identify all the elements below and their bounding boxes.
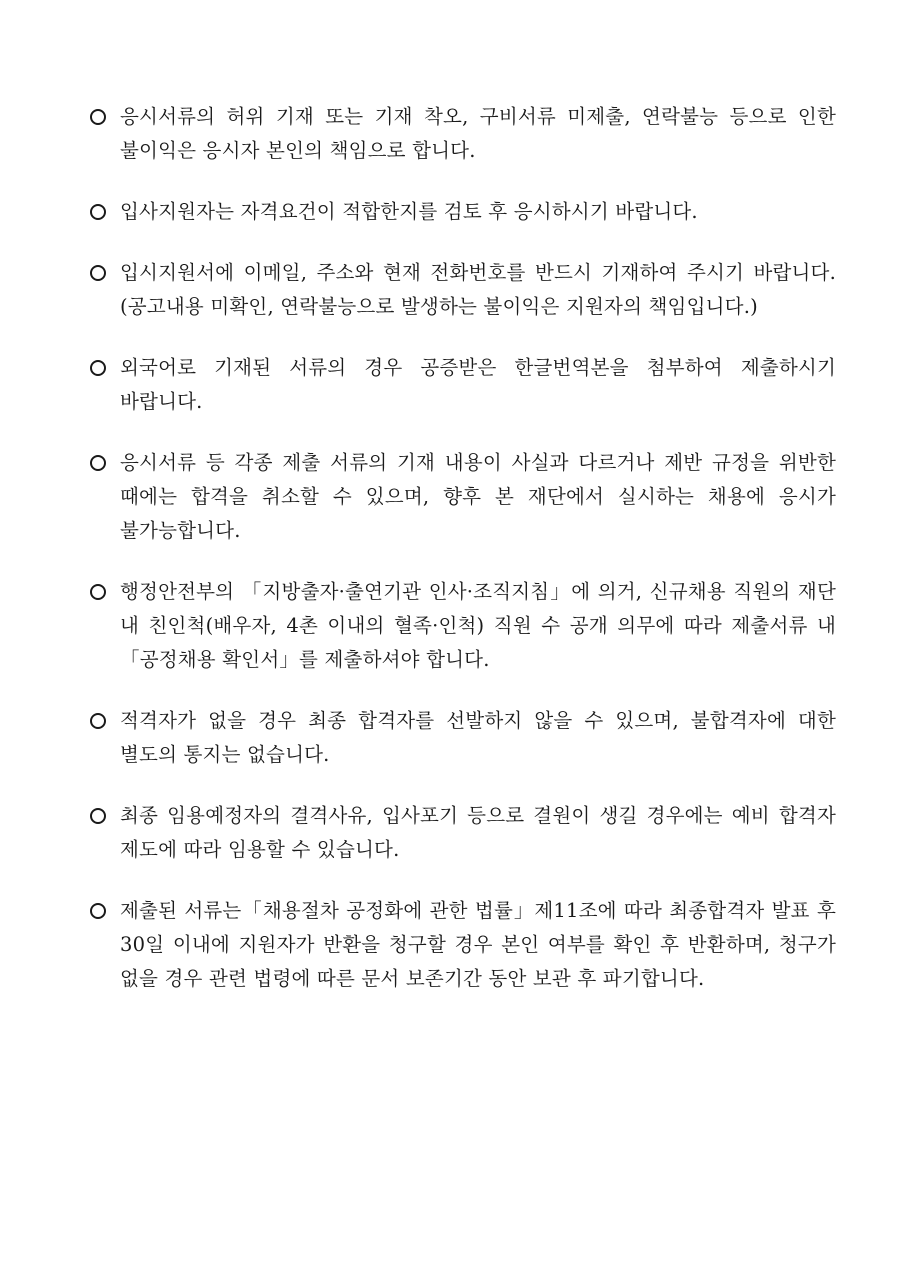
notice-item	[88, 704, 836, 772]
notice-text: 행정안전부의 「지방출자·출연기관 인사·조직지침」에 의거, 신규채용 직원의 재단 내 친인척(배우자, 4촌 이내의 혈족·인척) 직원 수 공개 의무에 따라 제출서류 내「공정채용 확인서」를 제출하셔야 합니다.	[120, 580, 836, 671]
hollow-circle-bullet-icon	[88, 195, 120, 229]
notice-item	[88, 894, 836, 996]
notice-text: 입시지원서에 이메일, 주소와 현재 전화번호를 반드시 기재하여 주시기 바랍니다. (공고내용 미확인, 연락불능으로 발생하는 불이익은 지원자의 책임입니다.)	[120, 261, 836, 318]
notice-text: 입사지원자는 자격요건이 적합한지를 검토 후 응시하시기 바랍니다.	[120, 200, 698, 223]
notice-list	[88, 100, 836, 1023]
notice-item	[88, 799, 836, 867]
notice-item	[88, 100, 836, 168]
hollow-circle-bullet-icon	[88, 256, 120, 290]
notice-item	[88, 351, 836, 419]
hollow-circle-bullet-icon	[88, 351, 120, 385]
hollow-circle-bullet-icon	[88, 894, 120, 928]
hollow-circle-bullet-icon	[88, 799, 120, 833]
hollow-circle-bullet-icon	[88, 575, 120, 609]
notice-text: 응시서류의 허위 기재 또는 기재 착오, 구비서류 미제출, 연락불능 등으로 인한 불이익은 응시자 본인의 책임으로 합니다.	[120, 105, 836, 162]
notice-text: 응시서류 등 각종 제출 서류의 기재 내용이 사실과 다르거나 제반 규정을 위반한 때에는 합격을 취소할 수 있으며, 향후 본 재단에서 실시하는 채용에 응시가 불가능합니다.	[120, 451, 836, 542]
notice-item	[88, 446, 836, 548]
notice-text: 적격자가 없을 경우 최종 합격자를 선발하지 않을 수 있으며, 불합격자에 대한 별도의 통지는 없습니다.	[120, 709, 836, 766]
notice-text: 제출된 서류는「채용절차 공정화에 관한 법률」제11조에 따라 최종합격자 발표 후 30일 이내에 지원자가 반환을 청구할 경우 본인 여부를 확인 후 반환하며, 청구가 없을 경우 관련 법령에 따른 문서 보존기간 동안 보관 후 파기합니다.	[120, 899, 836, 990]
hollow-circle-bullet-icon	[88, 100, 120, 134]
notice-item	[88, 575, 836, 677]
notice-text: 외국어로 기재된 서류의 경우 공증받은 한글번역본을 첨부하여 제출하시기 바랍니다.	[120, 356, 836, 413]
hollow-circle-bullet-icon	[88, 704, 120, 738]
notice-item	[88, 256, 836, 324]
hollow-circle-bullet-icon	[88, 446, 120, 480]
notice-item	[88, 195, 836, 229]
notice-text: 최종 임용예정자의 결격사유, 입사포기 등으로 결원이 생길 경우에는 예비 합격자 제도에 따라 임용할 수 있습니다.	[120, 804, 836, 861]
